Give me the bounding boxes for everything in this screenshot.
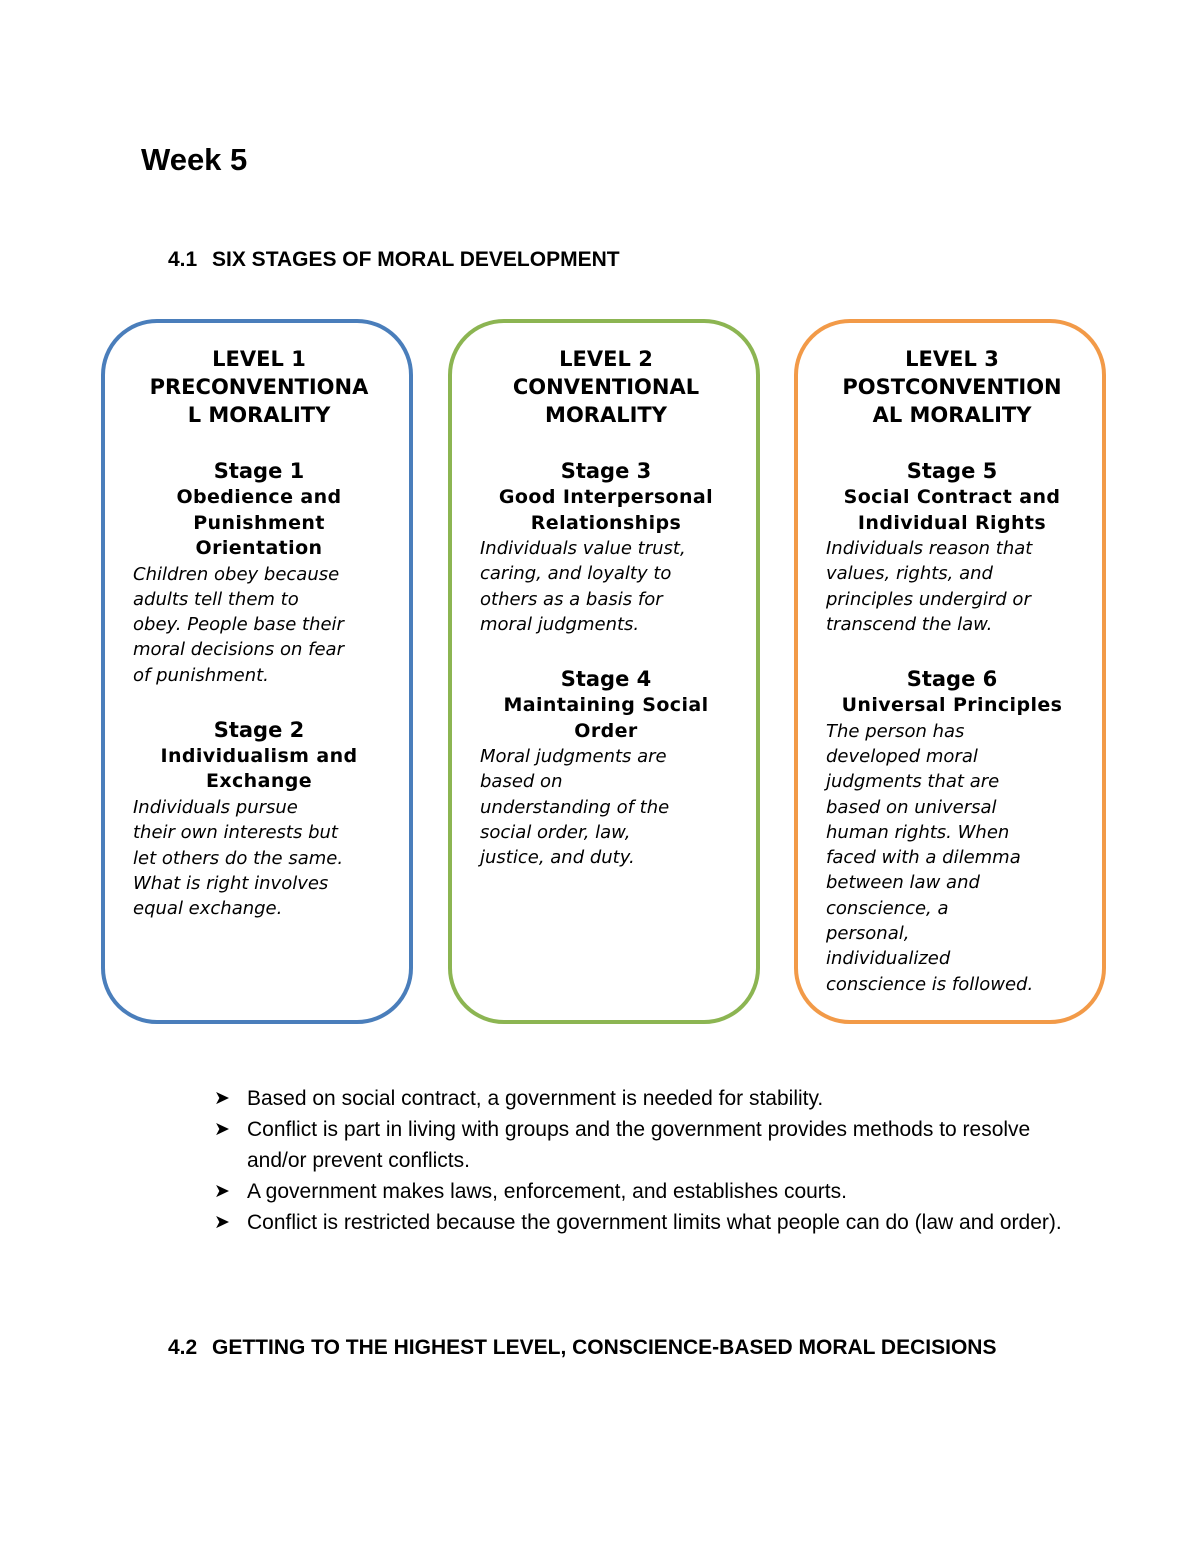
arrowhead-bullet-icon: ➤ — [214, 1211, 230, 1233]
level-heading: LEVEL 3 POSTCONVENTION AL MORALITY — [842, 347, 1062, 427]
arrowhead-bullet-icon: ➤ — [214, 1118, 230, 1140]
stage-title: Stage 5 — [906, 459, 998, 483]
section-title: SIX STAGES OF MORAL DEVELOPMENT — [212, 248, 620, 271]
stage-name: Social Contract and Individual Rights — [843, 486, 1061, 534]
section-title: GETTING TO THE HIGHEST LEVEL, CONSCIENCE-BASED MORAL DECISIONS — [212, 1336, 997, 1359]
week-title: Week 5 — [141, 142, 248, 177]
stage-title: Stage 4 — [560, 667, 652, 692]
level-heading: LEVEL 2 CONVENTIONAL MORALITY — [512, 347, 700, 427]
bullet-list — [214, 1083, 1074, 1238]
level-heading: LEVEL 1 PRECONVENTIONA L MORALITY — [149, 347, 369, 427]
stage-description: Individuals value trust, caring, and loyalty to others as a basis for moral judgments. — [480, 538, 686, 635]
level-3-box — [794, 319, 1106, 1024]
arrowhead-bullet-icon: ➤ — [214, 1087, 230, 1109]
stage-name: Good Interpersonal Relationships — [498, 486, 714, 534]
stage-name: Individualism and Exchange — [160, 744, 358, 793]
section-number: 4.1 — [168, 248, 198, 271]
list-item: ➤ Conflict is restricted because the government limits what people can do (law and order). — [214, 1207, 1074, 1238]
stage-description: Moral judgments are based on understanding of the social order, law, justice, and duty. — [480, 746, 670, 869]
stage-description: Children obey because adults tell them to obey. People base their moral decisions on fear of punishment. — [133, 563, 344, 686]
stage-name: Maintaining Social Order — [503, 694, 709, 742]
stage-name: Obedience and Punishment Orientation — [176, 486, 342, 559]
stage-description: Individuals pursue their own interests but let others do the same. What is right involves equal exchange. — [133, 796, 344, 920]
stage-name: Universal Principles — [841, 694, 1063, 717]
level-1-box — [101, 319, 413, 1024]
stage-title: Stage 2 — [213, 717, 305, 742]
list-item: ➤ Conflict is part in living with groups and the government provides methods to resolve and/or prevent conflicts. — [214, 1114, 1074, 1176]
stage-description: The person has developed moral judgments that are based on universal human rights. When faced with a dilemma between law and conscience, a personal, individualized conscience is followed. — [826, 720, 1034, 995]
section-number: 4.2 — [168, 1336, 198, 1359]
stage-title: Stage 6 — [906, 667, 998, 692]
level-2-box — [448, 319, 760, 1024]
arrowhead-bullet-icon: ➤ — [214, 1180, 230, 1202]
list-item: ➤ Based on social contract, a government is needed for stability. — [214, 1083, 1074, 1114]
stage-title: Stage 3 — [560, 459, 652, 483]
list-item: ➤ A government makes laws, enforcement, and establishes courts. — [214, 1176, 1074, 1207]
stage-description: Individuals reason that values, rights, and principles undergird or transcend the law. — [826, 538, 1033, 635]
section-heading-4-2 — [168, 1332, 1012, 1363]
section-heading-4-1 — [168, 244, 1012, 275]
stage-title: Stage 1 — [213, 459, 305, 483]
